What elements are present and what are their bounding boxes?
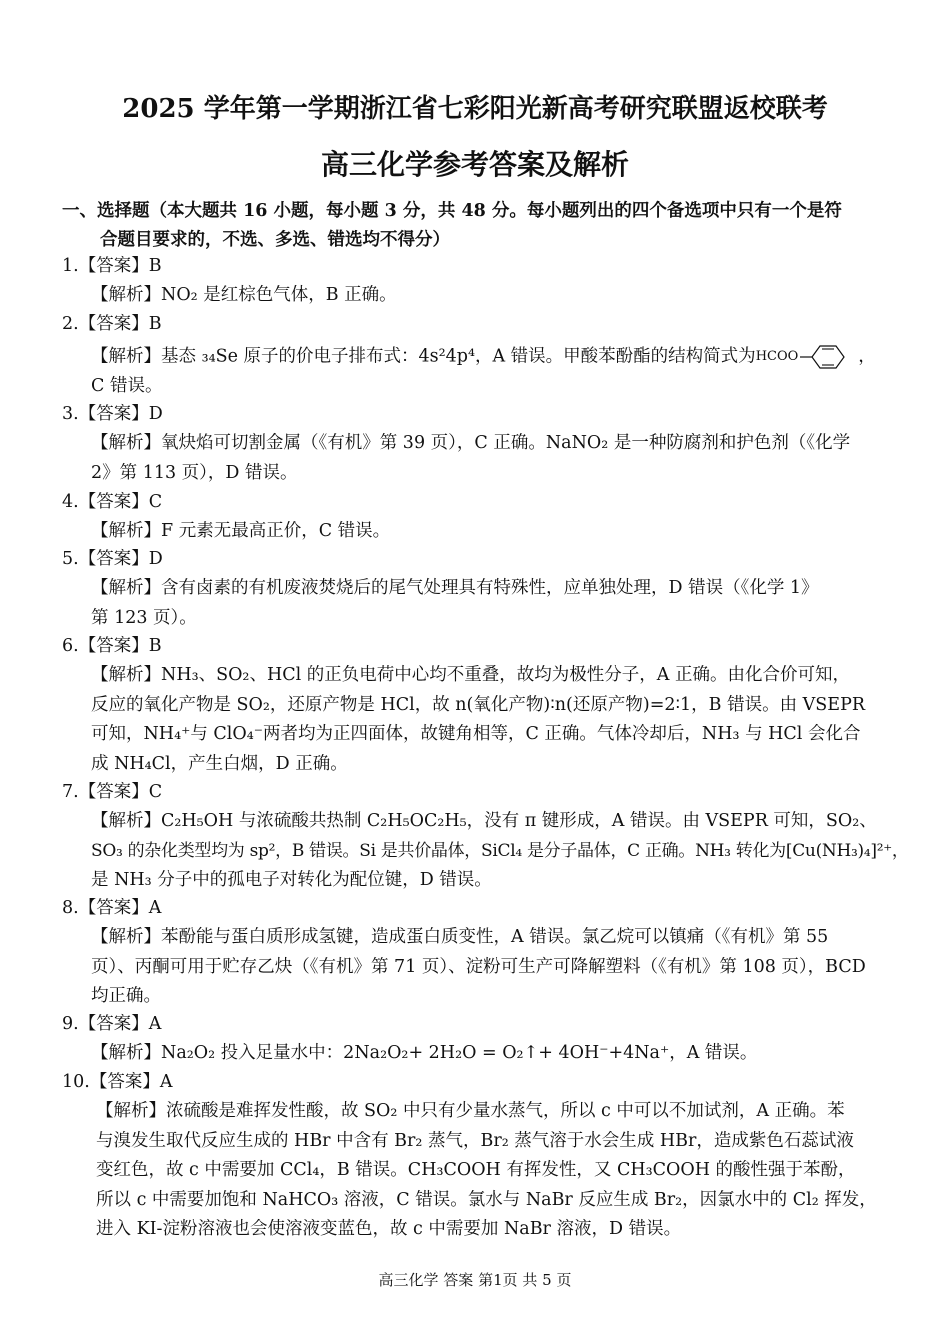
benzene-ring-icon: [800, 344, 856, 370]
analysis-text: 页）、丙酮可用于贮存乙炔（《有机》第 71 页）、淀粉可生产可降解塑料（《有机》第 108 页），BCD: [91, 956, 866, 977]
question-number: 8.: [62, 898, 79, 918]
answer-line-6: [62, 632, 162, 660]
analysis-label: 【解析】: [91, 665, 161, 685]
answer-line-10: [62, 1068, 172, 1096]
page-footer: 高三化学 答案 第1页 共 5 页: [378, 1271, 572, 1289]
question-number: 2.: [62, 314, 79, 334]
analysis-text: 进入 KI-淀粉溶液也会使溶液变蓝色，故 c 中需要加 NaBr 溶液，D 错误。: [96, 1219, 682, 1239]
analysis-text: 均正确。: [91, 986, 161, 1006]
analysis-label: 【解析】: [91, 811, 161, 831]
analysis-text: 变红色，故 c 中需要加 CCl₄，B 错误。CH₃COOH 有挥发性，又 CH₃COOH 的酸性强于苯酚，: [96, 1160, 856, 1180]
answer-line-9: [62, 1010, 161, 1038]
section-heading-line: 一、选择题（本大题共 16 小题，每小题 3 分，共 48 分。每小题列出的四个备选项中只有一个是符: [62, 201, 842, 221]
analysis-2: [91, 342, 891, 401]
analysis-text: 氧炔焰可切割金属（《有机》第 39 页），C 正确。NaNO₂ 是一种防腐剂和护色剂（《化学: [161, 433, 851, 453]
analysis-text: SO₃ 的杂化类型均为 sp²，B 错误。Si 是共价晶体，SiCl₄ 是分子晶体，C 正确。NH₃ 转化为[Cu(NH₃)₄]²⁺，: [91, 840, 909, 861]
question-number: 3.: [62, 404, 79, 424]
analysis-7: [91, 807, 909, 896]
analysis-text: 成 NH₄Cl，产生白烟，D 正确。: [91, 753, 348, 774]
answer-value: B: [148, 256, 162, 276]
answer-label: 【答案】: [78, 314, 149, 334]
analysis-8: [91, 923, 891, 1012]
analysis-label: 【解析】: [91, 285, 161, 305]
analysis-text: 是 NH₃ 分子中的孤电子对转化为配位键，D 错误。: [91, 870, 492, 890]
answer-line-4: [62, 488, 162, 516]
analysis-text: 所以 c 中需要加饱和 NaHCO₃ 溶液，C 错误。氯水与 NaBr 反应生成 Br₂，因氯水中的 Cl₂ 挥发，: [96, 1189, 877, 1210]
answer-label: 【答案】: [78, 549, 149, 569]
analysis-text: 与溴发生取代反应生成的 HBr 中含有 Br₂ 蒸气，Br₂ 蒸气溶于水会生成 HBr，造成紫色石蕊试液: [96, 1130, 854, 1151]
answer-label: 【答案】: [78, 898, 149, 918]
analysis-label: 【解析】: [91, 1043, 161, 1063]
answer-label: 【答案】: [78, 256, 149, 276]
section-heading-line: 合题目要求的，不选、多选、错选均不得分）: [100, 230, 450, 250]
answer-value: D: [148, 404, 163, 424]
answer-line-5: [62, 545, 163, 573]
answer-label: 【答案】: [89, 1072, 160, 1092]
analysis-5: [91, 574, 891, 633]
analysis-1: [91, 281, 891, 311]
answer-line-1: [62, 252, 162, 280]
analysis-text: Na₂O₂ 投入足量水中：2Na₂O₂+ 2H₂O = O₂↑+ 4OH⁻+4Na⁺，A 错误。: [161, 1043, 758, 1063]
structure-label: HCOO: [755, 349, 799, 364]
question-number: 4.: [62, 492, 79, 512]
analysis-10: [96, 1097, 896, 1245]
phenyl-formate-structure: [756, 349, 859, 364]
analysis-text: NH₃、SO₂、HCl 的正负电荷中心均不重叠，故均为极性分子，A 正确。由化合价可知，: [161, 665, 850, 685]
analysis-6: [91, 661, 891, 779]
answer-line-3: [62, 400, 163, 428]
analysis-text: 第 123 页）。: [91, 607, 197, 628]
question-number: 1.: [62, 256, 79, 276]
answer-label: 【答案】: [78, 782, 149, 802]
analysis-text: NO₂ 是红棕色气体，B 正确。: [161, 285, 397, 305]
question-number: 10.: [62, 1072, 90, 1092]
analysis-label: 【解析】: [91, 521, 161, 541]
analysis-text: F 元素无最高正价，C 错误。: [161, 521, 391, 541]
analysis-label: 【解析】: [91, 927, 161, 947]
analysis-label: 【解析】: [91, 433, 161, 453]
answer-label: 【答案】: [78, 492, 149, 512]
analysis-text: 可知，NH₄⁺与 ClO₄⁻两者均为正四面体，故键角相等，C 正确。气体冷却后，NH₃ 与 HCl 会化合: [91, 724, 861, 744]
answer-value: D: [148, 549, 163, 569]
analysis-4: [91, 517, 891, 547]
answer-value: A: [148, 898, 162, 918]
analysis-text: 含有卤素的有机废液焚烧后的尾气处理具有特殊性，应单独处理，D 错误（《化学 1》: [161, 578, 819, 598]
analysis-text: 2》第 113 页），D 错误。: [91, 462, 298, 483]
exam-subtitle: 高三化学参考答案及解析: [320, 148, 629, 181]
analysis-label: 【解析】: [91, 578, 161, 598]
analysis-3: [91, 429, 891, 488]
analysis-text: 浓硫酸是难挥发性酸，故 SO₂ 中只有少量水蒸气，所以 c 中可以不加试剂，A 正确。苯: [166, 1101, 845, 1121]
question-number: 9.: [62, 1014, 79, 1034]
answer-value: B: [148, 314, 162, 334]
answer-label: 【答案】: [78, 1014, 149, 1034]
analysis-text: C₂H₅OH 与浓硫酸共热制 C₂H₅OC₂H₅，没有 π 键形成，A 错误。由 VSEPR 可知，SO₂、: [161, 811, 877, 831]
question-number: 5.: [62, 549, 79, 569]
analysis-text: 苯酚能与蛋白质形成氢键，造成蛋白质变性，A 错误。氯乙烷可以镇痛（《有机》第 55: [161, 927, 829, 947]
analysis-label: 【解析】: [91, 346, 161, 367]
answer-line-2: [62, 310, 162, 338]
answer-value: B: [148, 636, 162, 656]
analysis-text: 反应的氧化产物是 SO₂，还原产物是 HCl，故 n(氧化产物)∶n(还原产物)=2∶1，B 错误。由 VSEPR: [91, 694, 866, 715]
answer-value: C: [148, 492, 163, 512]
answer-value: A: [148, 1014, 162, 1034]
answer-value: C: [148, 782, 163, 802]
answer-label: 【答案】: [78, 404, 149, 424]
analysis-9: [91, 1039, 891, 1069]
analysis-text: 基态 ₃₄Se 原子的价电子排布式：4s²4p⁴，A 错误。甲酸苯酚酯的结构简式为: [161, 346, 756, 367]
answer-line-8: [62, 894, 161, 922]
answer-label: 【答案】: [78, 636, 149, 656]
analysis-text: C 错误。: [91, 375, 163, 396]
analysis-text: ，: [858, 346, 876, 367]
section-heading: [62, 197, 892, 255]
analysis-label: 【解析】: [96, 1101, 166, 1121]
question-number: 7.: [62, 782, 79, 802]
question-number: 6.: [62, 636, 79, 656]
answer-line-7: [62, 778, 162, 806]
exam-title: 2025 学年第一学期浙江省七彩阳光新高考研究联盟返校联考: [122, 94, 828, 124]
answer-value: A: [159, 1072, 173, 1092]
